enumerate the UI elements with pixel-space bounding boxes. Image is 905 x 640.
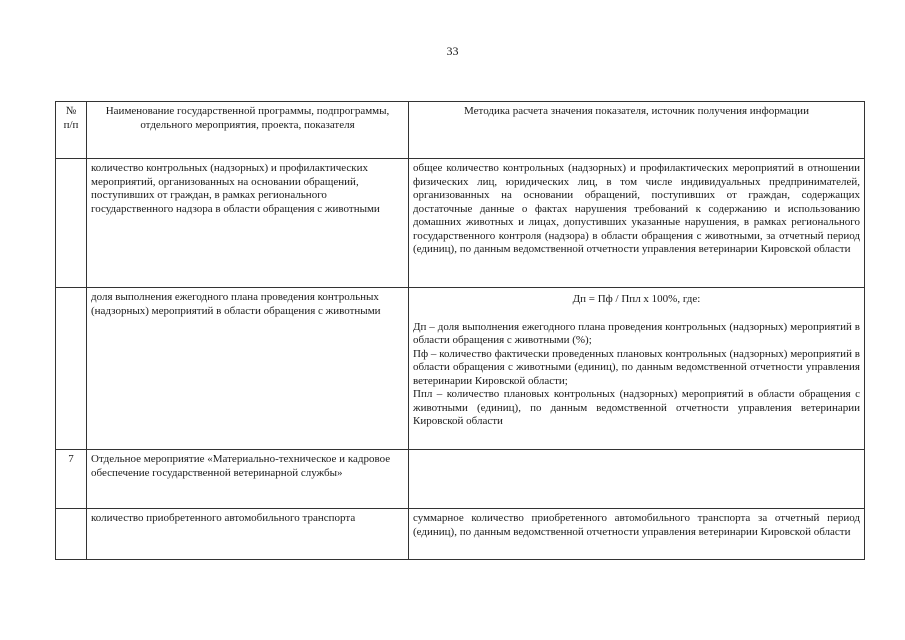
table-row [56, 509, 865, 560]
formula-definition: Дп – доля выполнения ежегодного плана проведения контрольных (надзорных) мероприятий в области обращения с животными (%); [413, 320, 860, 346]
indicator-method: суммарное количество приобретенного автомобильного транспорта за отчетный период (единиц), по данным ведомственной отчетности управления ветеринарии Кировской области [409, 509, 865, 560]
indicator-table [55, 101, 865, 560]
row-number [56, 159, 87, 288]
indicator-method [409, 450, 865, 509]
indicator-name: количество приобретенного автомобильного транспорта [87, 509, 409, 560]
indicator-name: Отдельное мероприятие «Материально-техническое и кадровое обеспечение государственной ветеринарной службы» [87, 450, 409, 509]
table-row [56, 159, 865, 288]
indicator-method [409, 288, 865, 450]
page-number: 33 [446, 44, 459, 58]
table-header-row [56, 102, 865, 159]
table-row [56, 288, 865, 450]
row-number: 7 [56, 450, 87, 509]
row-number [56, 288, 87, 450]
table-row [56, 450, 865, 509]
formula-definition: Ппл – количество плановых контрольных (надзорных) мероприятий в области обращения с животными (единиц), по данным ведомственной отчетности управления ветеринарии Кировской области [413, 388, 860, 427]
indicator-method: общее количество контрольных (надзорных) и профилактических мероприятий в отношении физических лиц, юридических лиц, в том числе индивидуальных предпринимателей, организованных на основании обращений, поступивших от граждан, содержащих достаточные данные о фактах нарушения требований к содержанию и использованию домашних животных и лицах, допустивших указанные нарушения, в рамках регионального государственного контроля (надзора) в области обращения с животными, за отчетный период (единиц), по данным ведомственной отчетности управления ветеринарии Кировской области [409, 159, 865, 288]
formula: Дп = Пф / Ппл x 100%, где: [572, 293, 701, 305]
header-method: Методика расчета значения показателя, источник получения информации [409, 102, 865, 159]
indicator-name: количество контрольных (надзорных) и профилактических мероприятий, организованных на основании обращений, поступивших от граждан, в рамках регионального государственного надзора в области обращения с животными [87, 159, 409, 288]
header-number: № п/п [56, 102, 87, 159]
formula-definition: Пф – количество фактически проведенных плановых контрольных (надзорных) мероприятий в области обращения с животными (единиц), по данным ведомственной отчетности управления ветеринарии Кировской области; [413, 347, 860, 387]
row-number [56, 509, 87, 560]
header-name: Наименование государственной программы, подпрограммы, отдельного мероприятия, проекта, показателя [87, 102, 409, 159]
indicator-name: доля выполнения ежегодного плана проведения контрольных (надзорных) мероприятий в области обращения с животными [87, 288, 409, 450]
